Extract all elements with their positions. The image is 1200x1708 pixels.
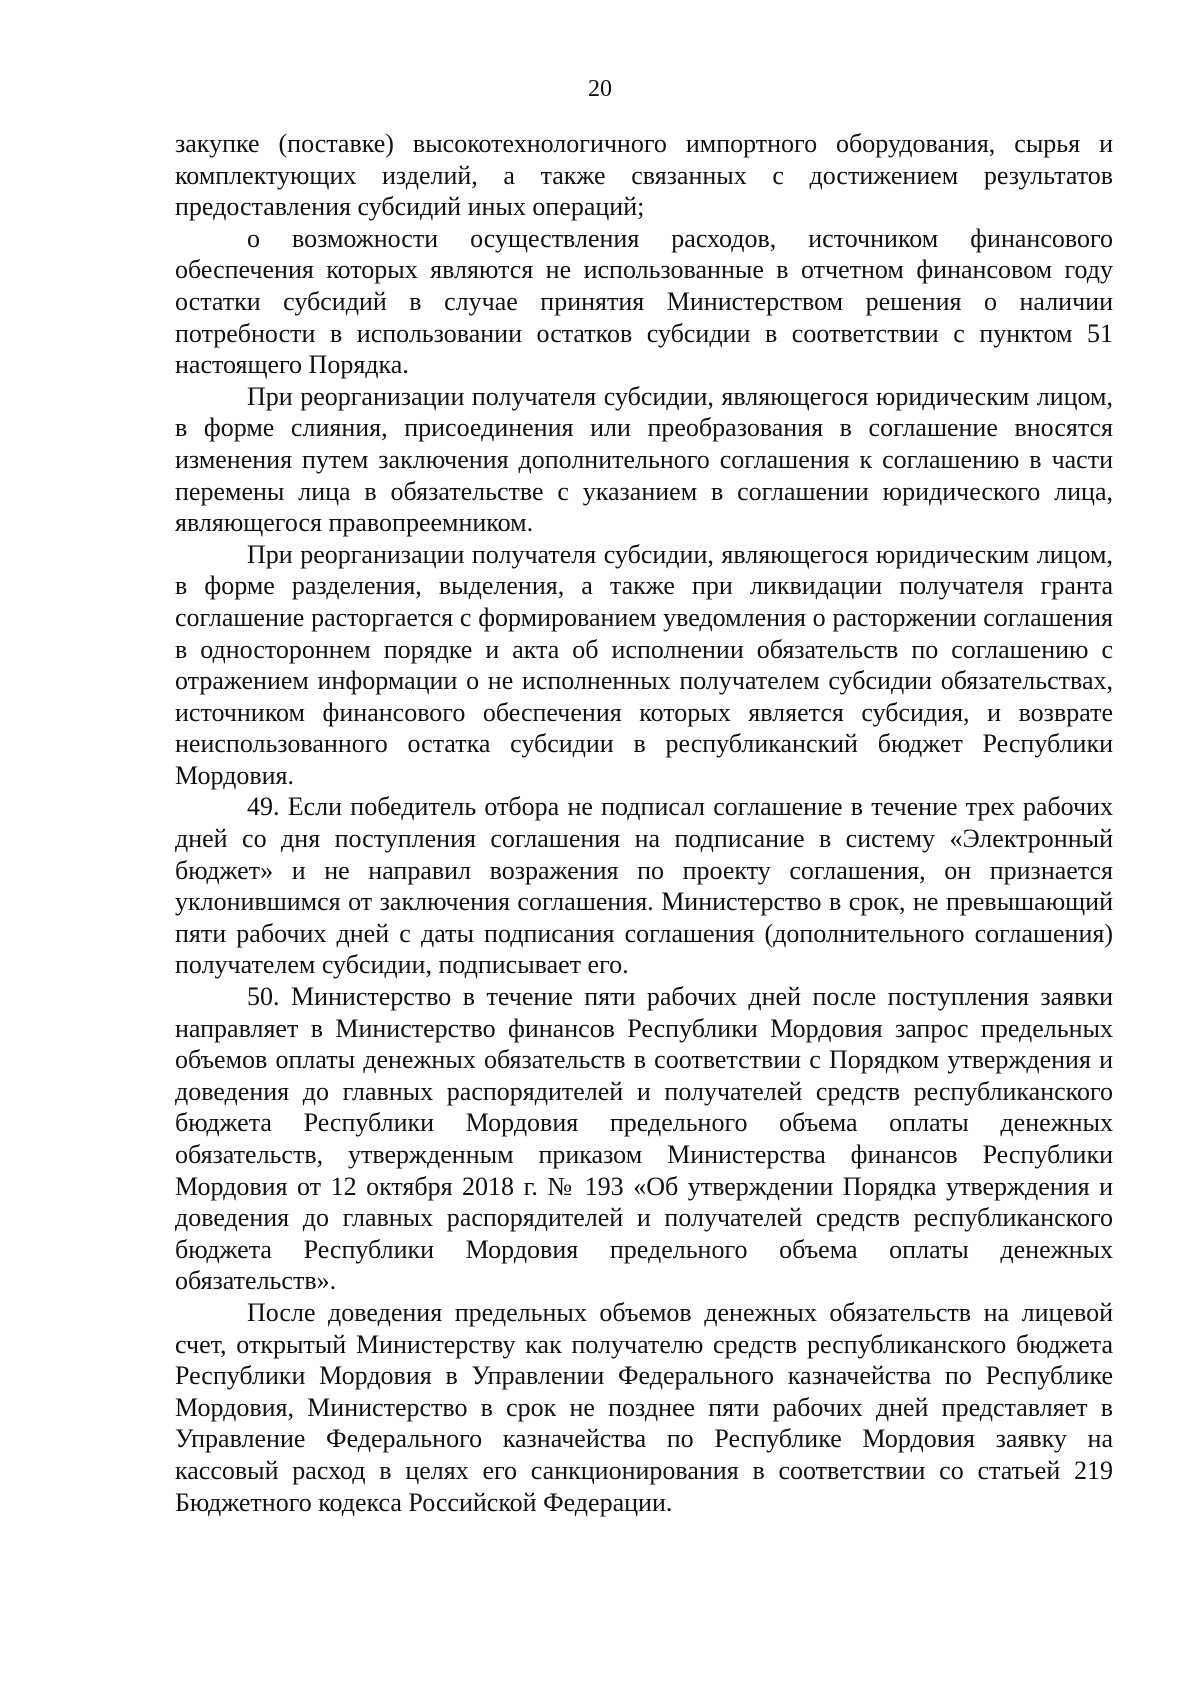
paragraph-reorganization-merger: При реорганизации получателя субсидии, являющегося юридическим лицом, в форме слияния, присоединения или преобразования в соглашение вносятся изменения путем заключения дополнительного соглашения к соглашению в части перемены лица в обязательстве с указанием в соглашении юридического лица, являющегося правопреемником. — [175, 381, 1113, 538]
page-number: 20 — [588, 76, 612, 102]
paragraph-procurement-continuation: закупке (поставке) высокотехнологичного импортного оборудования, сырья и комплектующих изделий, а также связанных с достижением результатов предоставления субсидий иных операций; — [175, 129, 1113, 222]
paragraph-cash-expense-request: После доведения предельных объемов денежных обязательств на лицевой счет, открытый Министерству как получателю средств республиканского бюджета Республики Мордовия в Управлении Федерального казначейства по Республике Мордовия, Министерство в срок не позднее пяти рабочих дней представляет в Управление Федерального казначейства по Республике Мордовия заявку на кассовый расход в целях его санкционирования в соответствии со статьей 219 Бюджетного кодекса Российской Федерации. — [175, 1297, 1113, 1517]
document-body — [175, 128, 1113, 1518]
paragraph-clause-49: 49. Если победитель отбора не подписал соглашение в течение трех рабочих дней со дня поступления соглашения на подписание в систему «Электронный бюджет» и не направил возражения по проекту соглашения, он признается уклонившимся от заключения соглашения. Министерство в срок, не превышающий пяти рабочих дней с даты подписания соглашения (дополнительного соглашения) получателем субсидии, подписывает его. — [175, 792, 1113, 980]
paragraph-clause-50: 50. Министерство в течение пяти рабочих дней после поступления заявки направляет в Министерство финансов Республики Мордовия запрос предельных объемов оплаты денежных обязательств в соответствии с Порядком утверждения и доведения до главных распорядителей и получателей средств республиканского бюджета Республики Мордовия предельного объема оплаты денежных обязательств, утвержденным приказом Министерства финансов Республики Мордовия от 12 октября 2018 г. № 193 «Об утверждении Порядка утверждения и доведения до главных распорядителей и получателей средств республиканского бюджета Республики Мордовия предельного объема оплаты денежных обязательств». — [175, 982, 1113, 1296]
paragraph-reorganization-division: При реорганизации получателя субсидии, являющегося юридическим лицом, в форме разделения, выделения, а также при ликвидации получателя гранта соглашение расторгается с формированием уведомления о расторжении соглашения в одностороннем порядке и акта об исполнении обязательств по соглашению с отражением информации о не исполненных получателем субсидии обязательствах, источником финансового обеспечения которых является субсидия, и возврате неиспользованного остатка субсидии в республиканский бюджет Республики Мордовия. — [175, 539, 1113, 790]
paragraph-unused-subsidy-balances: о возможности осуществления расходов, источником финансового обеспечения которых являются не использованные в отчетном финансовом году остатки субсидий в случае принятия Министерством решения о наличии потребности в использовании остатков субсидии в соответствии с пунктом 51 настоящего Порядка. — [175, 223, 1113, 380]
